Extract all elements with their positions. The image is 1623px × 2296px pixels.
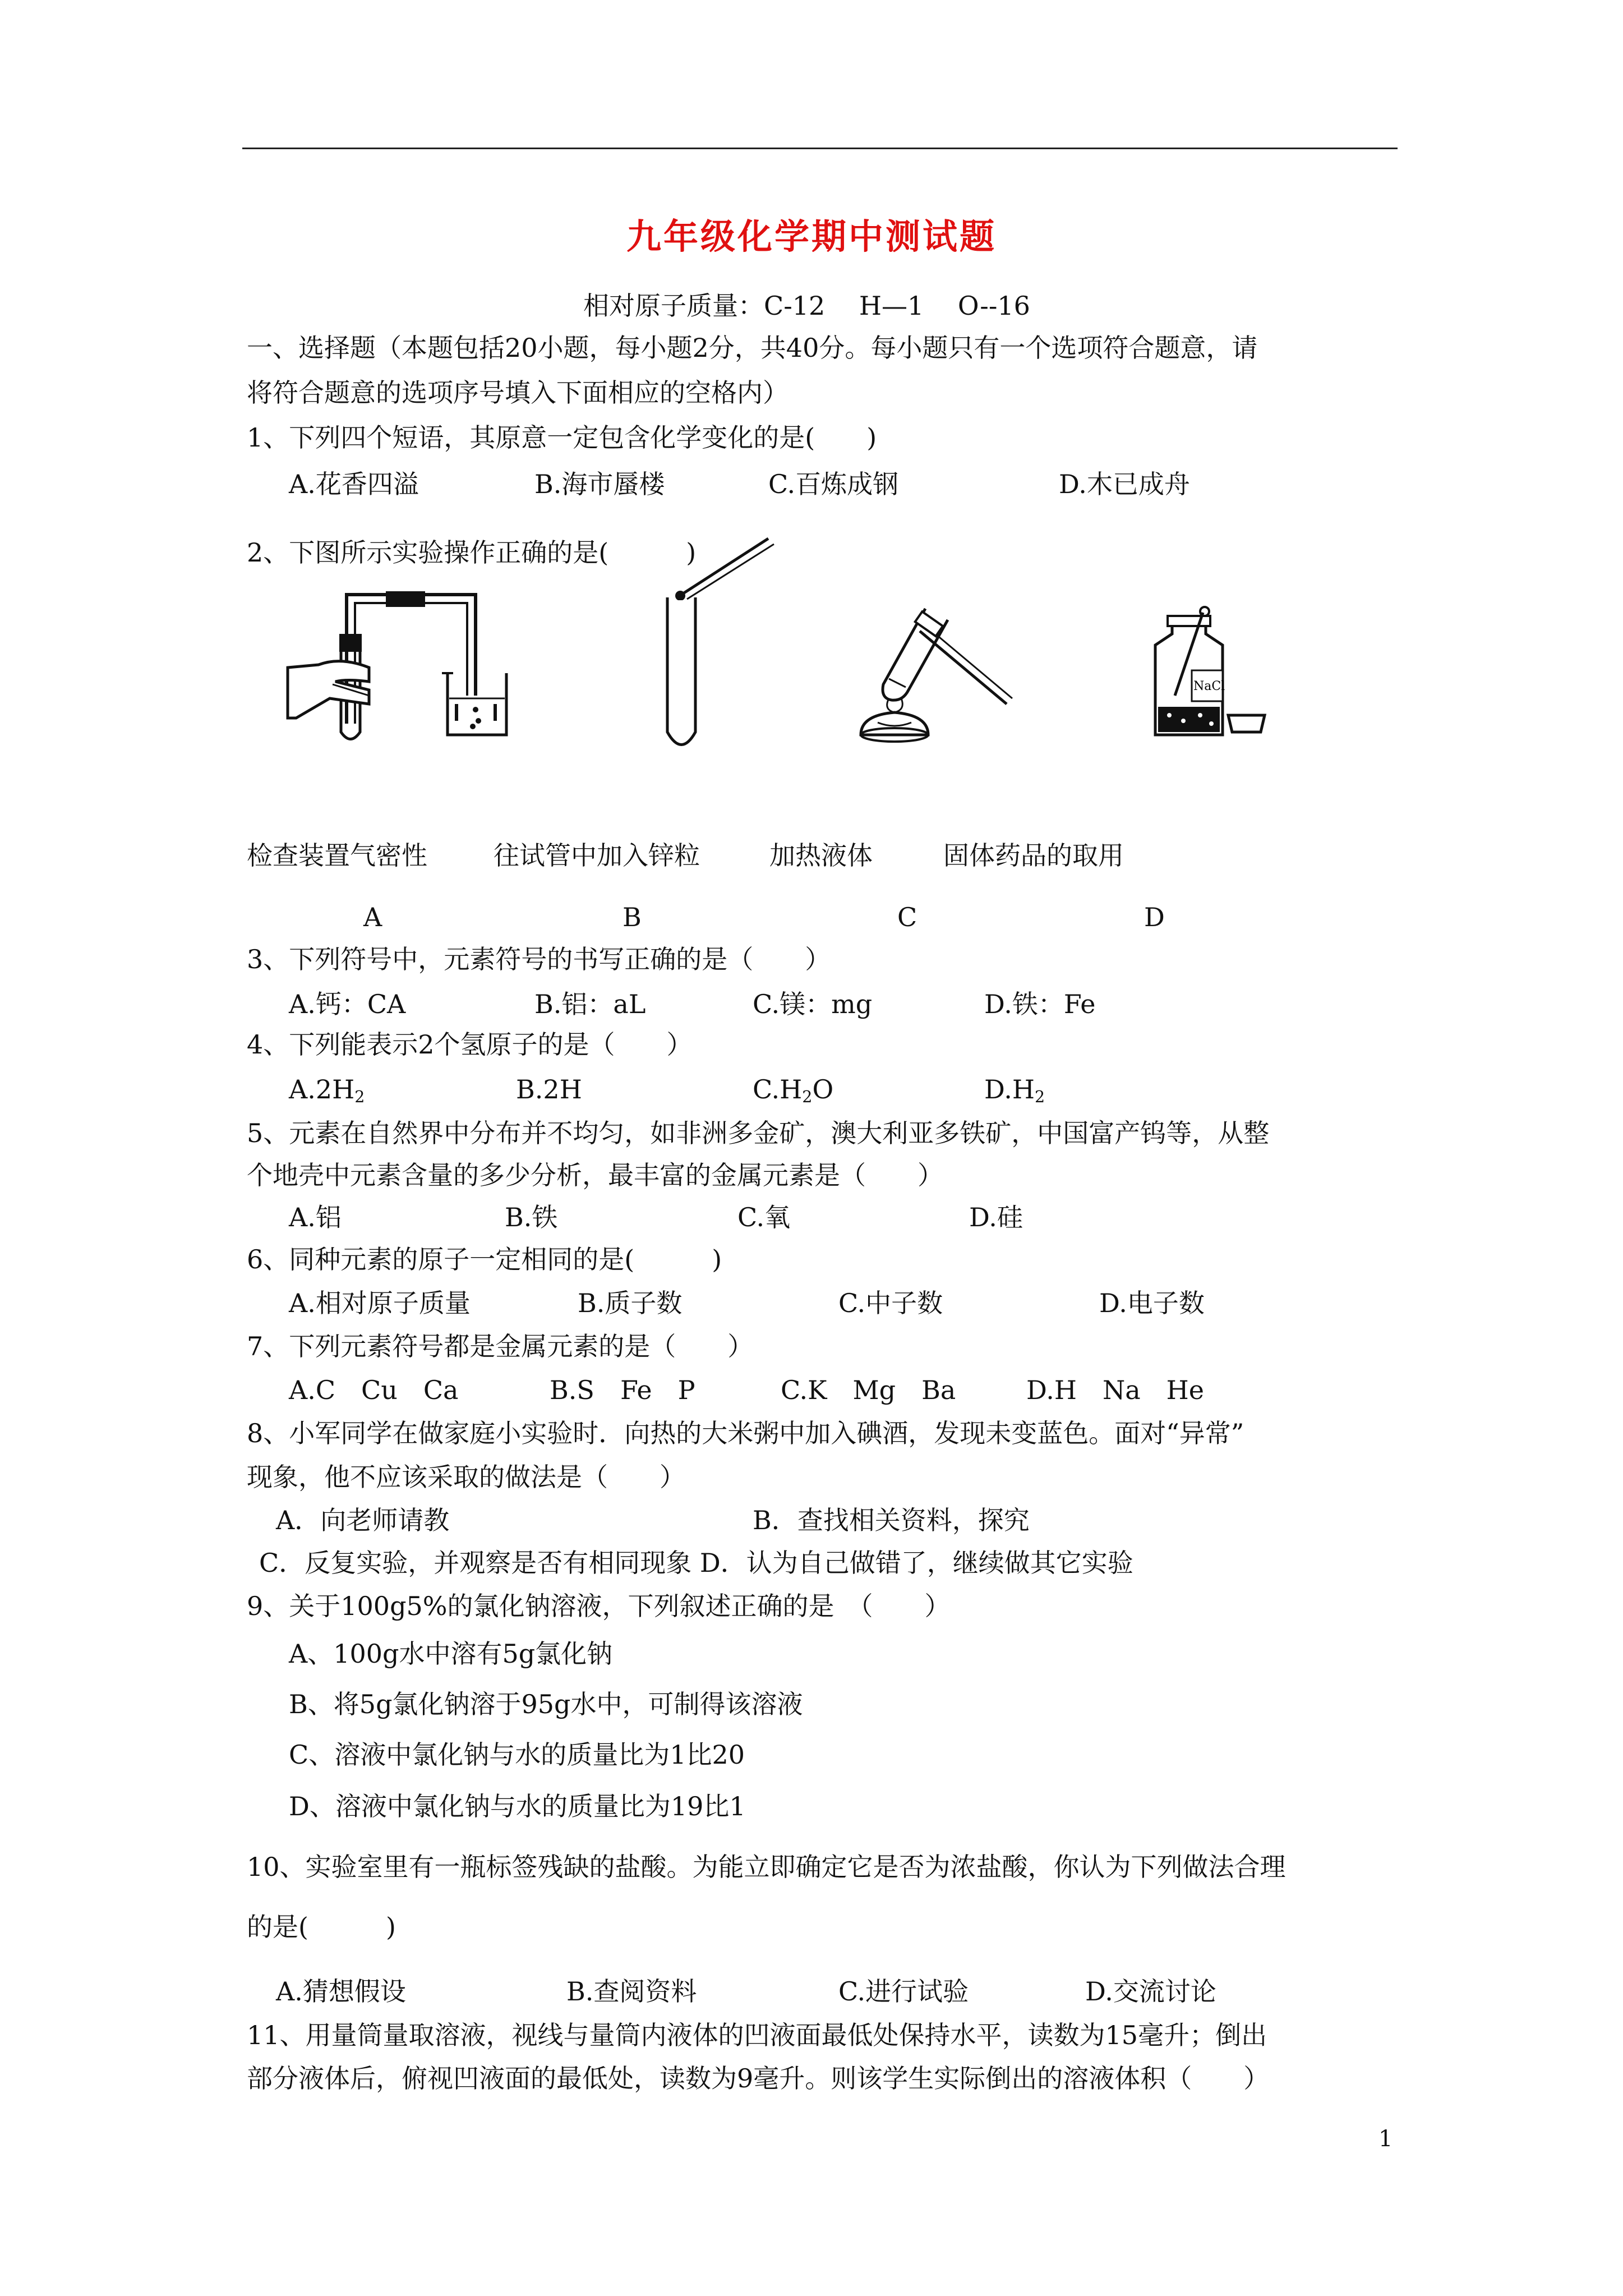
q10-option-c: C.进行试验 — [838, 1976, 969, 2007]
q1-option-d: D.木已成舟 — [1059, 469, 1190, 499]
q7-option-b: B.S Fe P — [550, 1375, 695, 1405]
q2-stem: 2、下图所示实验操作正确的是( ) — [247, 537, 697, 568]
figure-b-test-tube — [662, 595, 701, 752]
q10-option-b: B.查阅资料 — [566, 1976, 697, 2007]
figure-a-airtightness-check — [285, 583, 520, 746]
q3-option-a: A.钙：CA — [289, 989, 406, 1019]
atomic-mass-line: 相对原子质量：C-12 H—1 O--16 — [583, 291, 1030, 321]
q8-option-b: B．查找相关资料，探究 — [753, 1505, 1030, 1535]
q4-option-b: B.2H — [516, 1074, 582, 1105]
q1-option-c: C.百炼成钢 — [768, 469, 899, 499]
nacl-label: NaCl — [1193, 679, 1225, 693]
q3-option-c: C.镁：mg — [753, 989, 873, 1019]
q7-option-a: A.C Cu Ca — [289, 1375, 459, 1405]
q8-option-cd: C．反复实验，并观察是否有相同现象 D．认为自己做错了，继续做其它实验 — [259, 1548, 1133, 1578]
q9-option-c: C、溶液中氯化钠与水的质量比为1比20 — [289, 1740, 745, 1770]
q10-line2: 的是( ) — [247, 1912, 396, 1942]
q1-option-b: B.海市蜃楼 — [534, 469, 665, 499]
q5-line1: 5、元素在自然界中分布并不均匀，如非洲多金矿，澳大利亚多铁矿，中国富产钨等，从整 — [247, 1118, 1270, 1148]
q2-caption-a: 检查装置气密性 — [247, 840, 427, 871]
q4-option-c: $C.H_2O$ — [753, 1074, 834, 1107]
q2-caption-d: 固体药品的取用 — [943, 840, 1124, 871]
q5-option-a: A.铝 — [289, 1202, 342, 1232]
page-title: 九年级化学期中测试题 — [626, 216, 997, 257]
q7-option-c: C.K Mg Ba — [781, 1375, 956, 1405]
q1-option-a: A.花香四溢 — [289, 469, 419, 499]
q9-option-a: A、100g水中溶有5g氯化钠 — [289, 1639, 613, 1669]
q2-letter-c: C — [897, 902, 917, 932]
dropper-icon — [670, 533, 782, 600]
q6-option-b: B.质子数 — [578, 1288, 683, 1318]
q2-letter-a: A — [363, 902, 382, 932]
q9-option-b: B、将5g氯化钠溶于95g水中，可制得该溶液 — [289, 1689, 803, 1719]
section-heading-line1: 一、选择题（本题包括20小题，每小题2分，共40分。每小题只有一个选项符合题意，请 — [247, 333, 1258, 363]
q6-option-a: A.相对原子质量 — [289, 1288, 471, 1318]
figure-d-reagent-bottle — [1144, 606, 1267, 740]
q11-line2: 部分液体后，俯视凹液面的最低处，读数为9毫升。则该学生实际倒出的溶液体积（ ） — [247, 2063, 1270, 2093]
q2-caption-b: 往试管中加入锌粒 — [494, 840, 700, 871]
q2-letter-b: B — [623, 902, 642, 932]
q1-stem: 1、下列四个短语，其原意一定包含化学变化的是( ) — [247, 422, 877, 453]
header-rule — [242, 148, 1398, 149]
q6-option-c: C.中子数 — [838, 1288, 943, 1318]
q5-option-c: C.氧 — [737, 1202, 791, 1232]
q8-option-a: A．向老师请教 — [276, 1505, 450, 1535]
q4-option-d: $D.H_2$ — [984, 1074, 1045, 1107]
q6-option-d: D.电子数 — [1099, 1288, 1205, 1318]
q7-option-d: D.H Na He — [1026, 1375, 1204, 1405]
q10-option-a: A.猜想假设 — [276, 1976, 406, 2007]
q3-option-b: B.铝：aL — [534, 989, 646, 1019]
q5-line2: 个地壳中元素含量的多少分析，最丰富的金属元素是（ ） — [247, 1160, 943, 1190]
q5-option-d: D.硅 — [969, 1202, 1023, 1232]
q10-option-d: D.交流讨论 — [1085, 1976, 1216, 2007]
q8-line2: 现象，他不应该采取的做法是（ ） — [247, 1462, 685, 1492]
q4-option-a: $A.2H_2$ — [289, 1074, 365, 1107]
q6-stem: 6、同种元素的原子一定相同的是( ) — [247, 1244, 722, 1274]
q7-stem: 7、下列元素符号都是金属元素的是（ ） — [247, 1331, 754, 1361]
q10-line1: 10、实验室里有一瓶标签残缺的盐酸。为能立即确定它是否为浓盐酸，你认为下列做法合理 — [247, 1852, 1286, 1882]
q11-line1: 11、用量筒量取溶液，视线与量筒内液体的凹液面最低处保持水平，读数为15毫升；倒出 — [247, 2020, 1267, 2050]
q4-stem: 4、下列能表示2个氢原子的是（ ） — [247, 1029, 693, 1060]
q9-option-d: D、溶液中氯化钠与水的质量比为19比1 — [289, 1791, 746, 1821]
q5-option-b: B.铁 — [505, 1202, 558, 1232]
q9-stem: 9、关于100g5%的氯化钠溶液，下列叙述正确的是 （ ） — [247, 1591, 951, 1621]
q2-caption-c: 加热液体 — [769, 840, 873, 871]
q8-line1: 8、小军同学在做家庭小实验时．向热的大米粥中加入碘酒，发现未变蓝色。面对“异常” — [247, 1418, 1244, 1448]
q2-letter-d: D — [1144, 902, 1165, 932]
figure-c-heating-liquid — [850, 600, 1018, 746]
section-heading-line2: 将符合题意的选项序号填入下面相应的空格内） — [247, 378, 789, 408]
q3-option-d: D.铁：Fe — [984, 989, 1096, 1019]
page-number: 1 — [1378, 2126, 1393, 2152]
q3-stem: 3、下列符号中，元素符号的书写正确的是（ ） — [247, 944, 831, 974]
